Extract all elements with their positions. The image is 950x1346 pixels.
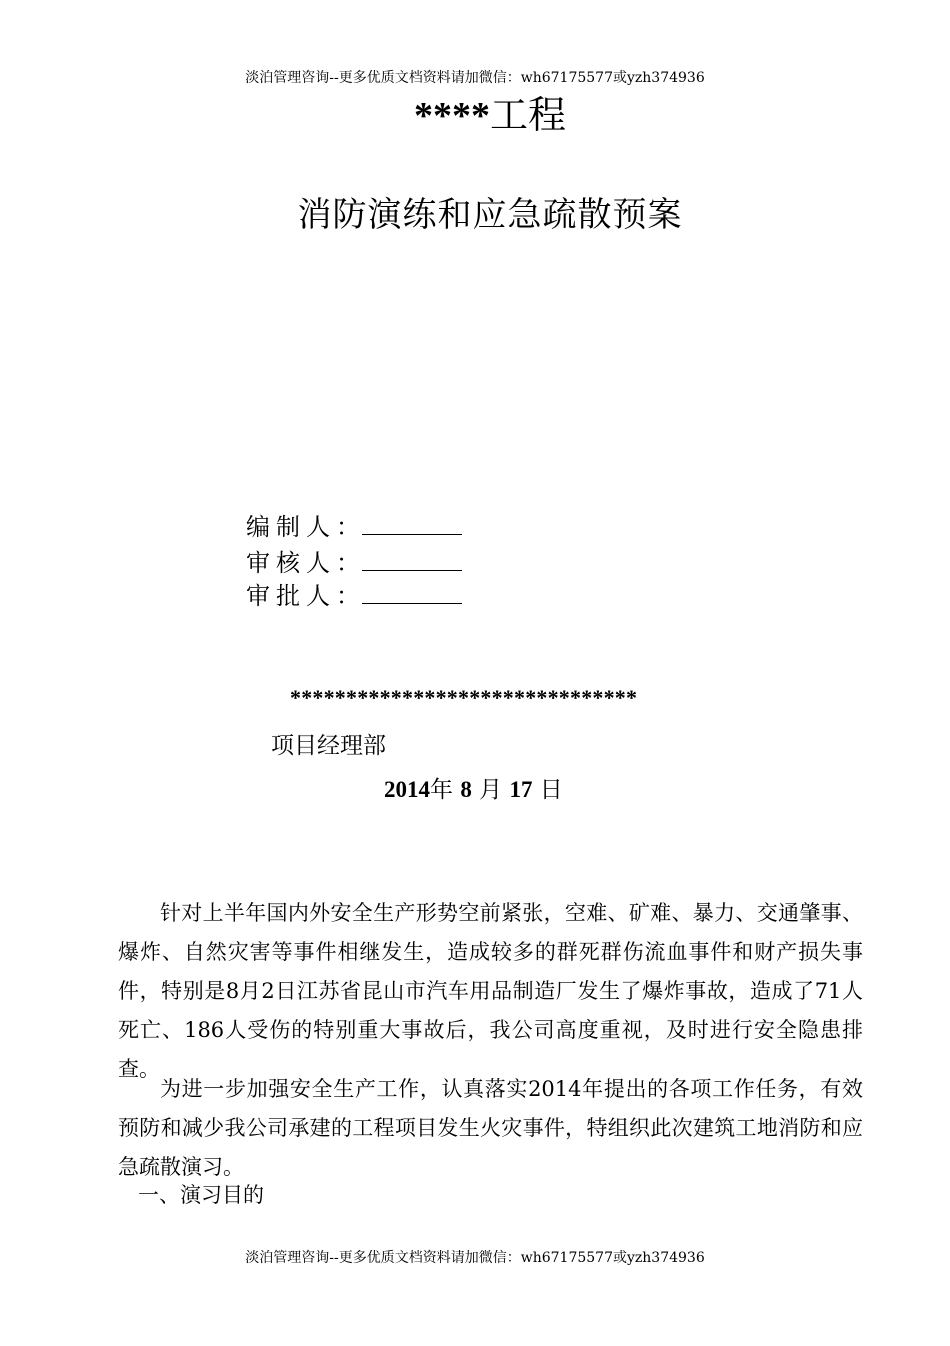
signature-colon: ： xyxy=(336,582,360,610)
date-month: 8 xyxy=(460,777,472,802)
signature-blank-line xyxy=(362,579,462,604)
body-paragraph: 针对上半年国内外安全生产形势空前紧张，空难、矿难、暴力、交通肇事、爆炸、自然灾害等事件相继发生，造成较多的群死群伤流血事件和财产损失事件，特别是8月2日江苏省昆山市汽车用品制造厂发生了爆炸事故，造成了71人死亡、186人受伤的特别重大事故后，我公司高度重视，及时进行安全隐患排查。 xyxy=(118,901,863,1081)
document-subtitle: 消防演练和应急疏散预案 xyxy=(297,195,683,235)
date-month-unit: 月 xyxy=(479,777,503,803)
page-header: 淡泊管理咨询--更多优质文档资料请加微信：wh67175577或yzh374936 xyxy=(245,70,705,86)
signature-compiler xyxy=(246,510,462,542)
title-word: 工程 xyxy=(489,93,566,137)
signature-colon: ： xyxy=(336,549,360,577)
date-day-unit: 日 xyxy=(539,777,563,803)
document-date xyxy=(384,775,563,805)
date-day: 17 xyxy=(509,777,533,802)
signature-label: 审批人 xyxy=(246,582,336,610)
body-paragraph: 为进一步加强安全生产工作，认真落实2014年提出的各项工作任务，有效预防和减少我公司承建的工程项目发生火灾事件，特组织此次建筑工地消防和应急疏散演习。 xyxy=(118,1077,863,1179)
signature-colon: ： xyxy=(336,513,360,541)
date-year-unit: 年 xyxy=(430,777,453,803)
department-name: 项目经理部 xyxy=(271,733,386,759)
signature-blank-line xyxy=(362,546,462,571)
section-heading: 一、演习目的 xyxy=(138,1183,264,1207)
document-title xyxy=(0,92,950,139)
signature-label: 审核人 xyxy=(246,549,336,577)
signature-blank-line xyxy=(362,510,462,535)
page-footer: 淡泊管理咨询--更多优质文档资料请加微信：wh67175577或yzh374936 xyxy=(245,1250,705,1266)
signature-reviewer xyxy=(246,546,462,578)
date-year: 2014 xyxy=(384,777,430,802)
signature-label: 编制人 xyxy=(246,513,336,541)
star-divider: ******************************* xyxy=(290,685,638,710)
signature-approver xyxy=(246,579,462,611)
title-stars: **** xyxy=(413,95,490,137)
